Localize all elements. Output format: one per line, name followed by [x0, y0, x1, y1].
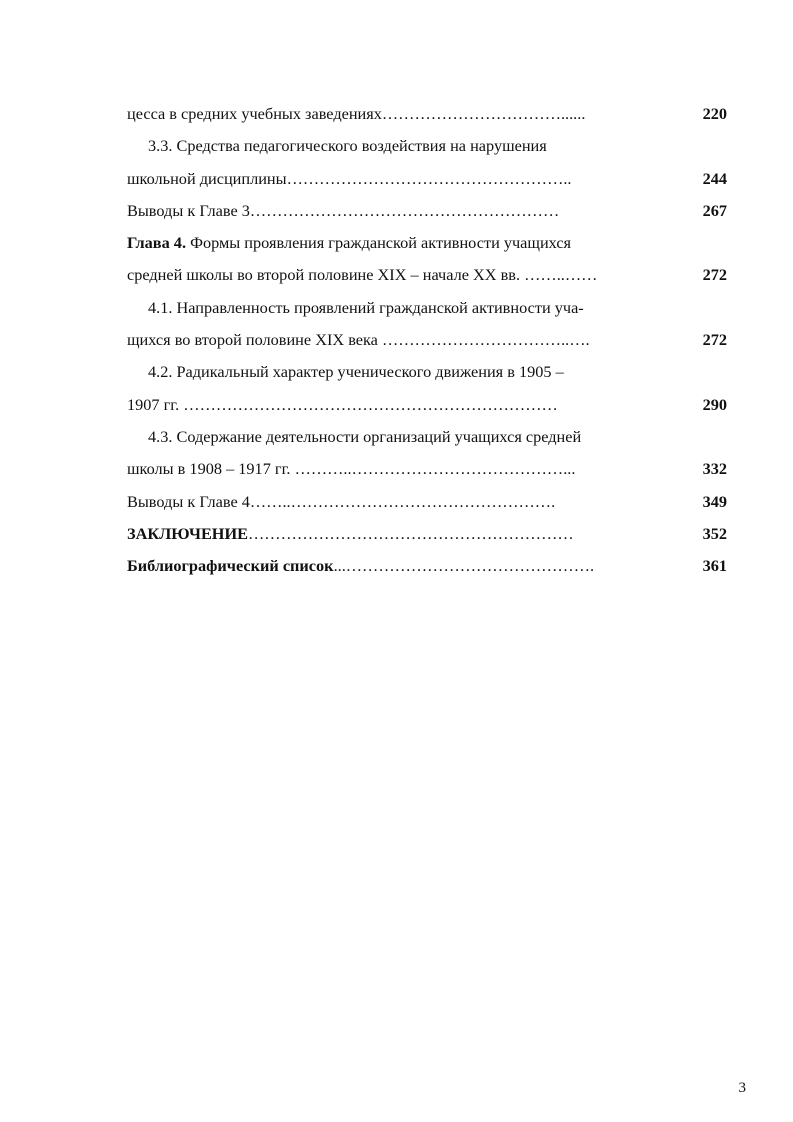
toc-line-5: [127, 227, 727, 259]
toc-line-body: 3.3. Средства педагогического воздействия на нарушения: [148, 136, 547, 156]
toc-line-text: [127, 163, 662, 195]
toc-line-text: [127, 259, 662, 291]
toc-page-number: 220: [702, 104, 727, 123]
toc-line-text: [127, 324, 662, 356]
toc-line-text: [127, 356, 662, 388]
toc-line-text: [127, 421, 662, 453]
toc-line-9: [127, 356, 727, 388]
toc-page-number: 361: [702, 556, 727, 576]
toc-page-number: 290: [702, 394, 727, 414]
toc-line-body: Выводы к Главе 3…………………………………………………: [127, 200, 560, 220]
toc-line-text: [127, 292, 662, 324]
toc-line-body: 4.1. Направленность проявлений гражданской активности уча-: [148, 297, 584, 317]
toc-line-text: [127, 550, 662, 582]
toc-line-bold-prefix: ЗАКЛЮЧЕНИЕ: [127, 523, 248, 543]
toc-line-body: 4.3. Содержание деятельности организаций учащихся средней: [148, 426, 582, 446]
toc-line-text: [127, 389, 662, 421]
toc-line-8: [127, 324, 727, 356]
toc-page-number: 349: [702, 491, 727, 511]
toc-line-10: [127, 389, 727, 421]
toc-line-body: школы в 1908 – 1917 гг. ………..…………………………………...: [127, 459, 576, 479]
toc-line-3: [127, 163, 727, 195]
toc-line-7: [127, 292, 727, 324]
toc-line-15: [127, 550, 727, 582]
toc-line-14: [127, 518, 727, 550]
toc-line-body: 1907 гг. ……………………………………………………………: [127, 394, 558, 414]
table-of-contents: [127, 98, 727, 582]
toc-line-12: [127, 453, 727, 485]
toc-line-bold-prefix: Глава 4.: [127, 233, 187, 253]
toc-line-11: [127, 421, 727, 453]
toc-line-text: [127, 98, 662, 130]
toc-page-number: 272: [702, 265, 727, 285]
toc-line-body: ……………………………………………………: [248, 523, 574, 543]
toc-line-bold-prefix: Библиографический список: [127, 556, 334, 576]
toc-line-body: Выводы к Главе 4……..………………………………………….: [127, 491, 556, 511]
toc-line-body: щихся во второй половине XIX века ……………………………..….: [127, 330, 590, 350]
toc-page-number: 272: [702, 330, 727, 350]
toc-line-text: [127, 195, 662, 227]
toc-line-body: школьной дисциплины……………………………………………..: [127, 168, 572, 188]
toc-page-number: 332: [702, 459, 727, 479]
toc-line-body: Формы проявления гражданской активности учащихся: [186, 233, 572, 253]
toc-page-number: 244: [702, 168, 727, 188]
toc-line-text: [127, 518, 662, 550]
toc-line-body: цесса в средних учебных заведениях……………………………......: [127, 104, 586, 123]
toc-line-text: [127, 453, 662, 485]
toc-line-body: ...……………………………………….: [333, 556, 595, 576]
toc-line-body: средней школы во второй половине XIX – начале XX вв. ……..……: [127, 265, 598, 285]
toc-line-6: [127, 259, 727, 291]
toc-page-number: 267: [702, 200, 727, 220]
toc-line-text: [127, 130, 662, 162]
toc-line-4: [127, 195, 727, 227]
toc-line-2: [127, 130, 727, 162]
toc-page-number: 352: [702, 523, 727, 543]
toc-line-text: [127, 486, 662, 518]
page-number: 3: [738, 1080, 746, 1096]
toc-line-1: [127, 98, 727, 130]
toc-line-13: [127, 486, 727, 518]
toc-line-body: 4.2. Радикальный характер ученического движения в 1905 –: [148, 362, 564, 382]
toc-line-text: [127, 227, 662, 259]
